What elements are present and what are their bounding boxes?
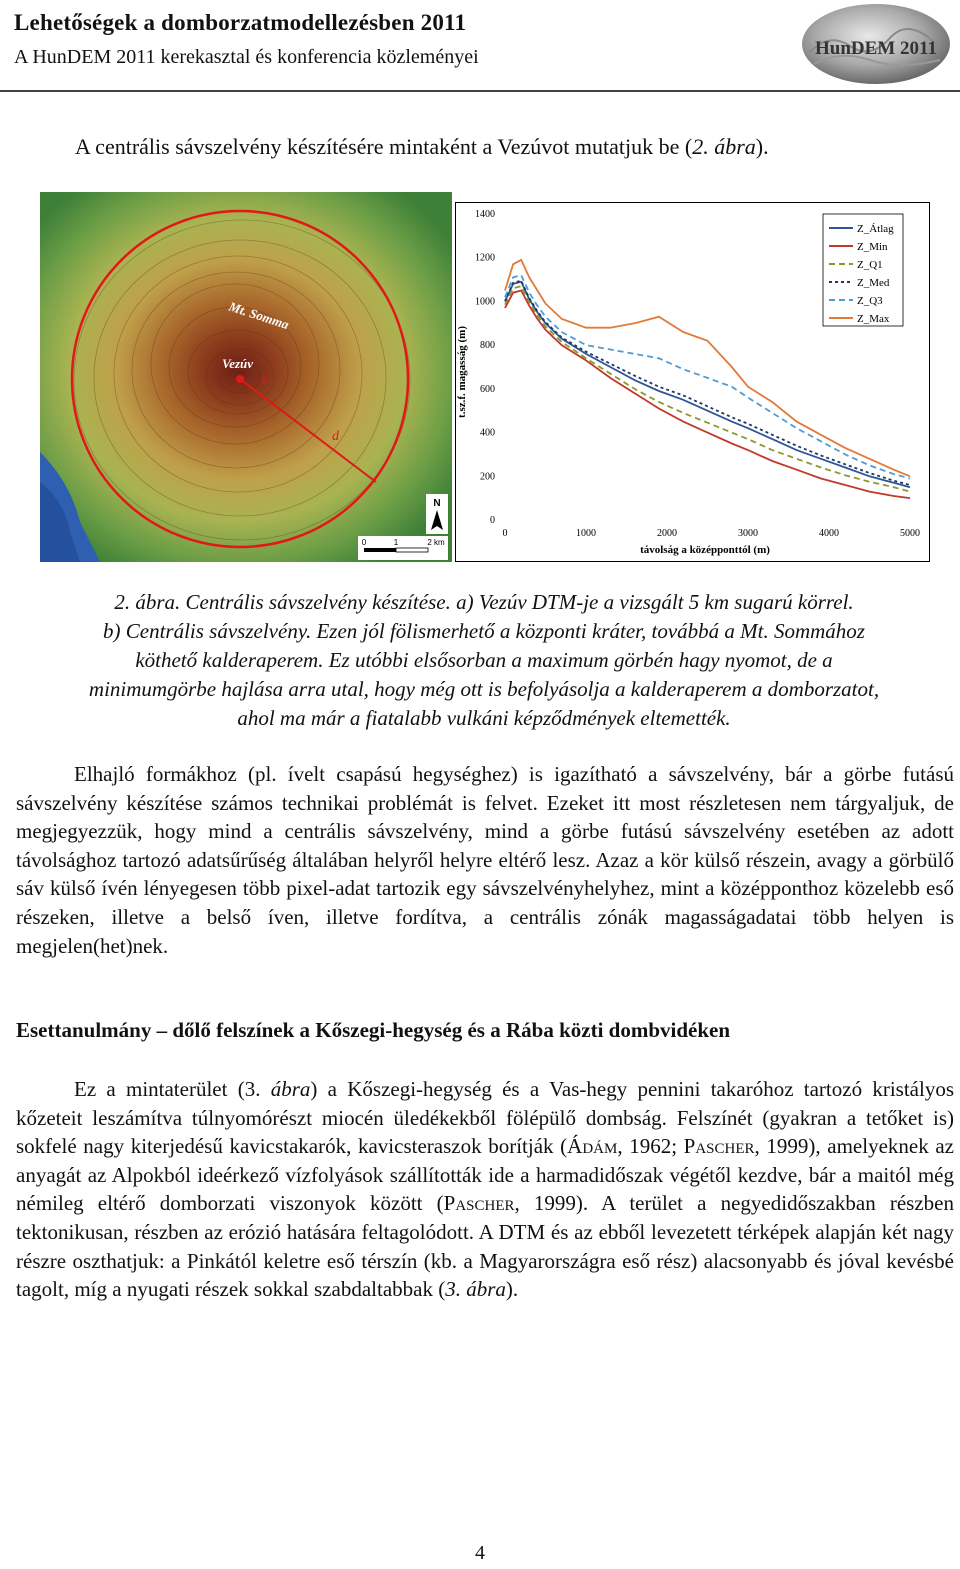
intro-paragraph: A centrális sávszelvény készítésére mintaként a Vezúvot mutatjuk be (2. ábra). <box>75 134 769 159</box>
chart-x-axis-label: távolság a középponttól (m) <box>640 544 770 556</box>
chart-legend-label: Z_Q3 <box>857 295 883 307</box>
chart-x-tick-label: 5000 <box>900 528 920 539</box>
chart-y-tick-label: 0 <box>490 515 495 526</box>
chart-y-tick-label: 800 <box>480 340 495 352</box>
section-heading: Esettanulmány – dőlő felszínek a Kőszegi-hegység és a Rába közti dombvidéken <box>16 1018 731 1042</box>
chart-y-tick-label: 1400 <box>475 209 495 220</box>
chart-x-tick-label: 2000 <box>657 528 677 539</box>
svg-text:2 km: 2 km <box>427 538 445 547</box>
page-number: 4 <box>475 1542 485 1564</box>
chart-y-axis-label: t.sz.f. magasság (m) <box>456 326 468 418</box>
header-divider <box>0 90 960 92</box>
chart-legend-label: Z_Max <box>857 313 890 325</box>
body-paragraph-2: Ez a mintaterület (3. ábra) a Kőszegi-hegység és a Vas-hegy pennini takaróhoz tartozó kristályos kőzeteit leszámítva túlnyomórészt miocén üledékekből fölépülő dombság. Felszínét (gyakran a tetőket is) sokfelé nagy kiterjedésű kavicstakarók, kavicsteraszok borítják (Ádám, 1962; Pascher, 1999), amelyeknek az anyagát az Alpokból ideérkező vízfolyások szállították ide a harmadidőszak végétől kezdve, bár a maitól még némileg eltérő domborzati viszonyok között (Pascher, 1999). A terület a negyedidőszakban részben tektonikusan, részben az erózió hatására feltagolódott. A DTM és az ebből levezetett térképek alapján két nagy részre oszthatjuk: a Pinkától keletre eső térszín (kb. a Magyarországra eső rész) alacsonyabb és jóval kevésbé tagolt, míg a nyugati részek sokkal szabdaltabbak (3. ábra). <box>16 1077 954 1302</box>
label-vezuv: Vezúv <box>222 356 254 371</box>
chart-y-tick-label: 600 <box>480 383 495 395</box>
central-swath-profile-chart <box>455 202 930 562</box>
label-d: d <box>332 429 339 444</box>
chart-y-tick-label: 200 <box>480 471 495 483</box>
chart-y-tick-label: 400 <box>480 427 495 439</box>
svg-text:1: 1 <box>393 538 399 547</box>
chart-x-tick-label: 4000 <box>819 528 839 539</box>
chart-legend-label: Z_Min <box>857 241 888 253</box>
citation-author: Pascher <box>443 1191 515 1216</box>
figure-caption: 2. ábra. Centrális sávszelvény készítése. a) Vezúv DTM-je a vizsgált 5 km sugarú körrel. b) Centrális sávszelvény. Ezen jól fölismerhető a központi kráter, továbbá a Mt. Sommához köthető kalderaperem. Ez utóbbi elsősorban a maximum görbén hagy nyomot, de a minimumgörbe hajlása arra utal, hogy még ott is befolyásolja a kalderaperem a domborzatot, ahol ma már a fiatalabb vulkáni képződmények eltemették. <box>88 590 880 730</box>
body-paragraph-1: Elhajló formákhoz (pl. ívelt csapású hegységhez) is igazítható a sávszelvény, bár a görbe futású sávszelvény készítése számos technikai problémát is felvet. Ezeket itt most részletesen nem tárgyaljuk, de megjegyezzük, hogy mind a centrális sávszelvény, mind a görbe futású sávszelvény esetében az adott távolsághoz tartozó adatsűrűség általában helyről helyre eltérő lesz. Azaz a kör külső részein, avagy a görbülő sáv külső ívén lényegesen több pixel-adat tartozik egy sávszelvényhelyhez, mint a középponthoz közelebb eső részeken, illetve a belső íven, illetve fordítva, a centrális zónák magasságadatai több helyen is megjelen(het)nek. <box>16 762 954 958</box>
svg-text:0: 0 <box>361 538 367 547</box>
chart-legend-label: Z_Átlag <box>857 223 894 235</box>
header-title: Lehetőségek a domborzatmodellezésben 2011 <box>14 10 467 35</box>
citation-author: Ádám <box>567 1134 618 1159</box>
figure-reference: 2. ábra <box>692 134 756 159</box>
north-arrow-icon <box>426 494 448 534</box>
chart-legend-label: Z_Med <box>857 277 890 289</box>
hundem-logo <box>800 2 952 86</box>
chart-y-tick-label: 1000 <box>475 296 495 308</box>
chart-x-tick-label: 0 <box>502 528 508 539</box>
label-k: k <box>262 372 268 387</box>
chart-x-tick-label: 1000 <box>576 528 596 539</box>
chart-x-tick-label: 3000 <box>738 528 758 539</box>
scale-bar <box>358 536 448 560</box>
label-mt-somma: Mt. Somma <box>227 298 291 333</box>
vesuvius-dtm-map <box>40 192 452 562</box>
figure-reference: 3. ábra <box>445 1277 506 1302</box>
figure-reference: ábra <box>270 1077 311 1101</box>
header-subtitle: A HunDEM 2011 kerekasztal és konferencia közleményei <box>14 46 479 68</box>
logo-text: HunDEM 2011 <box>815 38 937 59</box>
svg-text:N: N <box>433 498 441 509</box>
chart-y-tick-label: 1200 <box>475 252 495 264</box>
page-header <box>0 0 960 92</box>
chart-legend-label: Z_Q1 <box>857 259 883 271</box>
citation-author: Pascher <box>683 1134 755 1159</box>
